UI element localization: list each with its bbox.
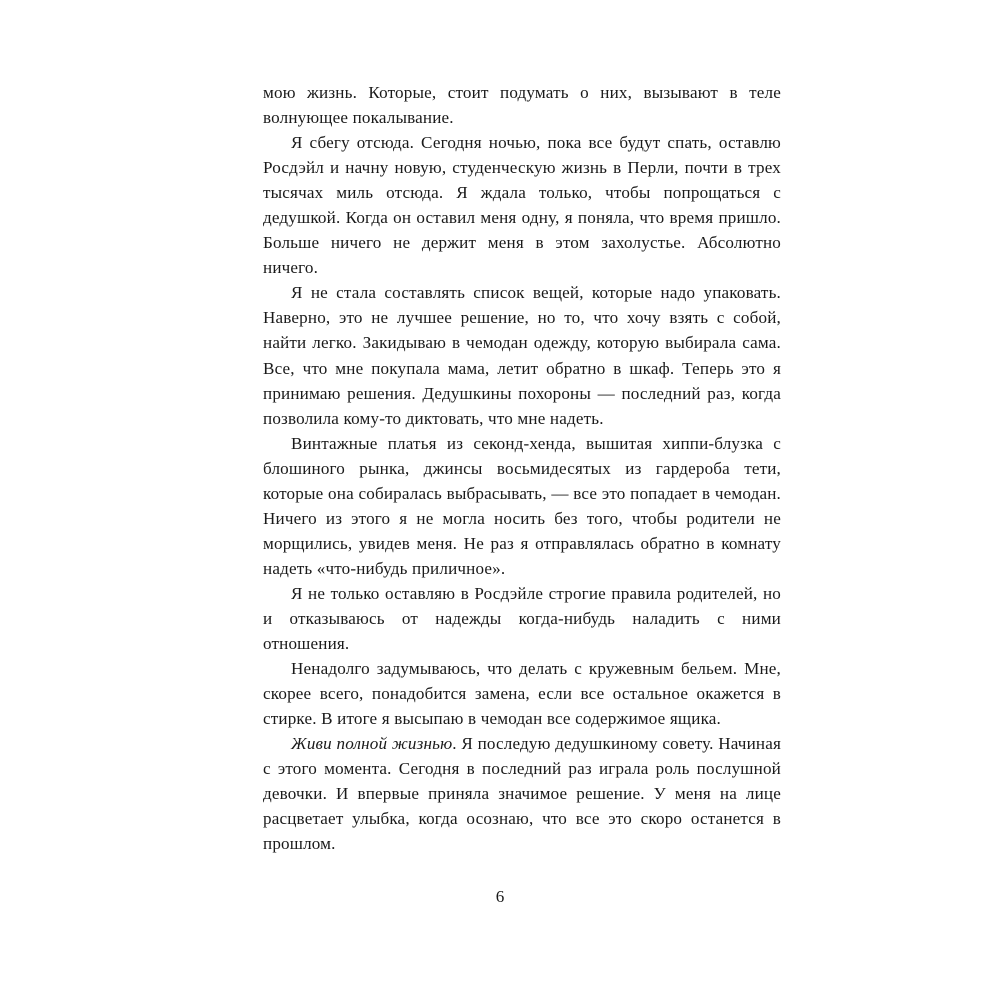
page-text-block xyxy=(263,80,781,856)
paragraph-2: Я сбегу отсюда. Сегодня ночью, пока все будут спать, оставлю Росдэйл и начну новую, студенческую жизнь в Перли, почти в трех тысячах миль отсюда. Я ждала только, чтобы попрощаться с дедушкой. Когда он оставил меня одну, я поняла, что время пришло. Больше ничего не держит меня в этом захолустье. Абсолютно ничего. xyxy=(263,133,781,278)
paragraph-1: мою жизнь. Которые, стоит подумать о них, вызывают в теле волнующее покалывание. xyxy=(263,83,781,128)
paragraph-5: Я не только оставляю в Росдэйле строгие правила родителей, но и отказываюсь от надежды когда-нибудь наладить с ними отношения. xyxy=(263,583,781,654)
paragraph-7-rest: . Я последую дедушкиному совету. Начиная с этого момента. Сегодня в последний раз играла роль послушной девочки. И впервые приняла значимое решение. У меня на лице расцветает улыбка, когда осознаю, что все это скоро останется в прошлом. xyxy=(263,734,782,854)
paragraph-3: Я не стала составлять список вещей, которые надо упаковать. Наверно, это не лучшее решение, но то, что хочу взять с собой, найти легко. Закидываю в чемодан одежду, которую выбирала сама. Все, что мне покупала мама, летит обратно в шкаф. Теперь это я принимаю решения. Дедушкины похороны — последний раз, когда позволила кому-то диктовать, что мне надеть. xyxy=(263,283,781,428)
paragraph-7 xyxy=(263,731,781,856)
paragraph-4: Винтажные платья из секонд-хенда, вышитая хиппи-блузка с блошиного рынка, джинсы восьмидесятых из гардероба тети, которые она собиралась выбрасывать, — все это попадает в чемодан. Ничего из этого я не могла носить без того, чтобы родители не морщились, увидев меня. Не раз я отправлялась обратно в комнату надеть «что-нибудь приличное». xyxy=(263,433,781,578)
page-number: 6 xyxy=(495,887,505,906)
italic-phrase-live-fully: Живи полной жизнью xyxy=(291,734,453,754)
paragraph-6: Ненадолго задумываюсь, что делать с кружевным бельем. Мне, скорее всего, понадобится замена, если все остальное окажется в стирке. В итоге я высыпаю в чемодан все содержимое ящика. xyxy=(263,659,781,729)
